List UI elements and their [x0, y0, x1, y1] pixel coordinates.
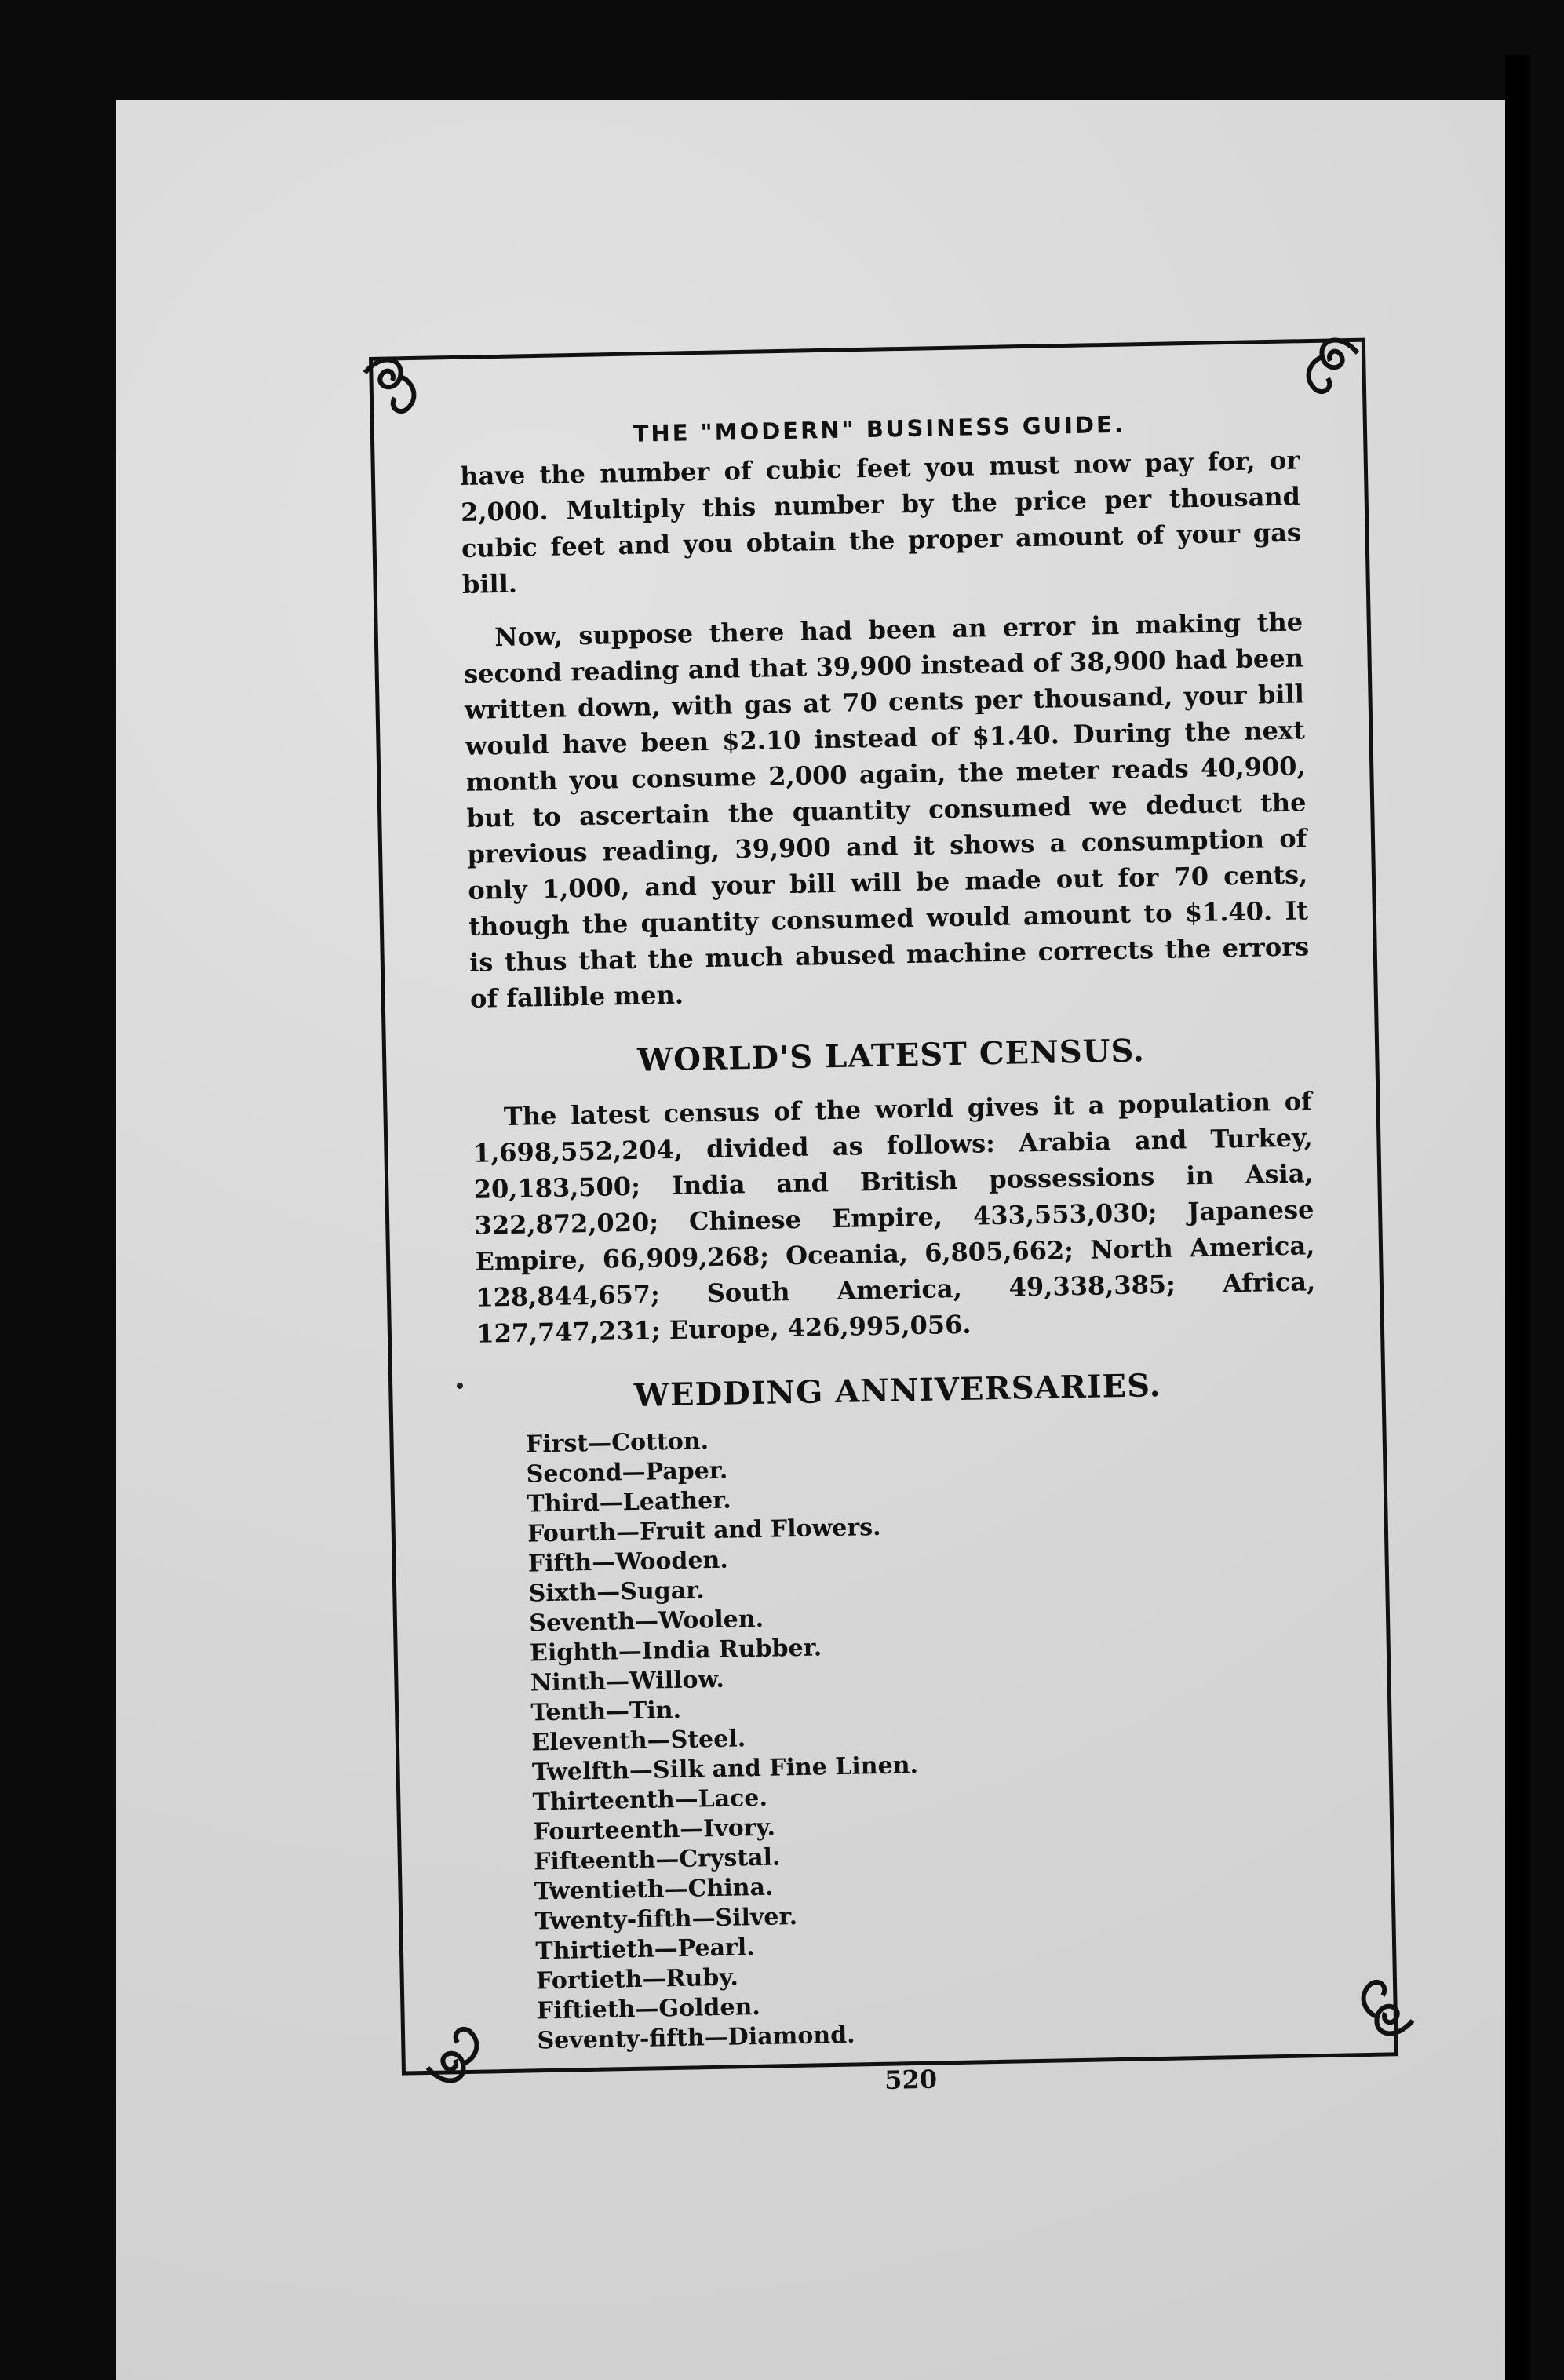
list-item: Fiftieth—Golden. — [536, 1993, 761, 2025]
census-paragraph: The latest census of the world gives it a population of 1,698,552,204, divided as follows: Arabia and Turkey, 20,183,500; India and British possessions in Asia, 322,872,020; Chinese Empire, 433,553,030; Japanese Empire, 66,909,268; Oceania, 6,805,662; North America, 128,844,657; South America, 49,338,385; Africa, 127,747,231; Europe, 426,995,056. — [472, 1086, 1316, 1349]
running-head: THE "MODERN" BUSINESS GUIDE. — [633, 410, 1126, 447]
list-item: Eighth—India Rubber. — [529, 1634, 822, 1667]
book-gutter — [1505, 55, 1530, 2380]
list-item: Fifteenth—Crystal. — [533, 1843, 781, 1876]
anniversaries-heading: WEDDING ANNIVERSARIES. — [633, 1367, 1161, 1414]
scroll-ornament-icon — [357, 349, 428, 420]
list-item: Twentieth—China. — [534, 1873, 774, 1906]
gas-paragraph-2: Now, suppose there had been an error in making the second reading and that 39,900 instead of 38,900 had been written down, with gas at 70 cents per thousand, your bill would have been $2.10 instead of $1.40. During the next month you consume 2,000 again, the meter reads 40,900, but to ascertain the quantity consumed we deduct the previous reading, 39,900 and it shows a consumption of only 1,000, and your bill will be made out for 70 cents, though the quantity consumed would amount to $1.40. It is thus that the much abused machine corrects the errors of fallible men. — [463, 607, 1310, 1014]
list-item: Third—Leather. — [527, 1486, 731, 1518]
anniversaries-list — [526, 1415, 1330, 2056]
scroll-ornament-icon — [420, 2021, 490, 2091]
page-number: 520 — [884, 2064, 938, 2095]
list-item: Fifth—Wooden. — [527, 1546, 729, 1578]
list-item: Thirtieth—Pearl. — [535, 1934, 755, 1966]
gas-paragraph-1: have the number of cubic feet you must now pay for, or 2,000. Multiply this number by the price per thousand cubic feet and you obtain the proper amount of your gas bill. — [459, 445, 1302, 600]
list-item: Fortieth—Ruby. — [535, 1963, 739, 1995]
list-item: Eleventh—Steel. — [530, 1725, 746, 1757]
list-item: First—Cotton. — [525, 1427, 709, 1459]
list-item: Twenty-fifth—Silver. — [534, 1903, 798, 1936]
list-item: Sixth—Sugar. — [528, 1576, 705, 1608]
list-item: Tenth—Tin. — [530, 1696, 682, 1727]
scroll-ornament-icon — [1350, 1974, 1420, 2044]
list-item: Fourth—Fruit and Flowers. — [527, 1513, 881, 1548]
census-heading: WORLD'S LATEST CENSUS. — [636, 1032, 1146, 1079]
list-item: Thirteenth—Lace. — [532, 1784, 768, 1817]
list-item: Ninth—Willow. — [530, 1665, 725, 1697]
speck — [457, 1383, 463, 1389]
list-item: Second—Paper. — [526, 1456, 728, 1489]
list-item: Twelfth—Silk and Fine Linen. — [531, 1751, 919, 1787]
list-item: Fourteenth—Ivory. — [533, 1813, 776, 1846]
list-item: Seventy-fifth—Diamond. — [537, 2021, 855, 2055]
list-item: Seventh—Woolen. — [529, 1605, 764, 1638]
scroll-ornament-icon — [1295, 330, 1365, 400]
page-content — [459, 407, 1331, 2102]
